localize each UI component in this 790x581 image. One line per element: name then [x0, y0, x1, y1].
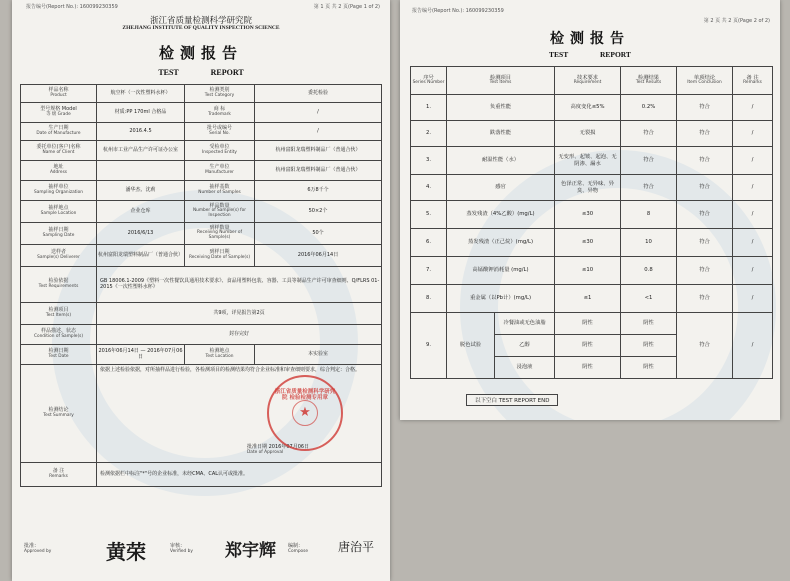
field-value: 材质:PP 170ml 合格品	[97, 103, 185, 123]
cell-item: 蒸发残渣（4%乙酸）(mg/L)	[447, 201, 555, 229]
cell-requirement: ≤30	[555, 201, 621, 229]
cell-requirement: ≤10	[555, 257, 621, 285]
table-row	[411, 121, 773, 147]
cell-requirement: 高度变化≤5%	[555, 95, 621, 121]
cell-result: 阴性	[621, 313, 677, 335]
cell-remarks: /	[733, 313, 773, 379]
cell-result: 8	[621, 201, 677, 229]
table-row	[411, 229, 773, 257]
field-label: 样品描述、状态 Condition of Sample(s)	[21, 325, 97, 345]
field-label: 检验依据 Test Requirements	[21, 267, 97, 303]
field-value: 杭州富阳龙瑞塑料制品厂（普通合伙）	[255, 141, 382, 161]
field-label: 受检单位 Inspected Entity	[185, 141, 255, 161]
field-label: 批号或编号 Serial No.	[185, 123, 255, 141]
cell-subitem: 冷餐油或无色油脂	[495, 313, 555, 335]
report-title-en: TEST REPORT	[549, 50, 631, 59]
summary-cell	[97, 365, 382, 463]
approved-by-label: 批准： Approved by	[24, 543, 52, 554]
table-row	[21, 181, 382, 201]
field-label: 生产日期 Date of Manufacture	[21, 123, 97, 141]
page-number: 第 2 页 共 2 页(Page 2 of 2)	[703, 18, 770, 24]
field-value: 2016年06月14日 — 2016年07月06日	[97, 345, 185, 365]
cell-item: 跌落性能	[447, 121, 555, 147]
field-label: 样品数量 Number of Sample(s) for Inspection	[185, 201, 255, 223]
field-label: 委托单位(客户)名称 Name of Client	[21, 141, 97, 161]
page-number: 第 1 页 共 2 页(Page 1 of 2)	[313, 4, 380, 10]
cell-result: 符合	[621, 175, 677, 201]
test-results-table	[410, 66, 773, 379]
cell-serial: 3.	[411, 147, 447, 175]
cell-subitem: 乙醇	[495, 335, 555, 357]
cell-conclusion: 符合	[677, 313, 733, 379]
cell-serial: 6.	[411, 229, 447, 257]
table-row	[21, 103, 382, 123]
table-row	[411, 95, 773, 121]
cell-remarks: /	[733, 175, 773, 201]
cell-conclusion: 符合	[677, 229, 733, 257]
table-row	[21, 123, 382, 141]
report-title-cn: 检测报告	[550, 31, 630, 47]
cell-result: 0.2%	[621, 95, 677, 121]
table-row	[411, 147, 773, 175]
cell-serial: 9.	[411, 313, 447, 379]
field-value: 2016/6/13	[97, 223, 185, 245]
field-value: 潘华杰、沈莉	[97, 181, 185, 201]
cell-conclusion: 符合	[677, 175, 733, 201]
report-info-table	[20, 84, 382, 487]
field-value: 2016年06月14日	[255, 245, 382, 267]
table-row	[21, 223, 382, 245]
table-row	[21, 463, 382, 487]
field-value: 杭州富阳龙瑞塑料制品厂（普通合伙）	[97, 245, 185, 267]
table-row	[21, 365, 382, 463]
table-row	[411, 285, 773, 313]
field-value: 航空杯（一次性塑料水杯）	[97, 85, 185, 103]
column-header-serial: 序号 Series Number	[411, 67, 447, 95]
cell-requirement: 无裂损	[555, 121, 621, 147]
verified-signature: 郑宇辉	[225, 541, 276, 561]
report-title-en: TEST REPORT	[158, 68, 244, 77]
cell-remarks: /	[733, 285, 773, 313]
field-label: 地址 Address	[21, 161, 97, 181]
report-end-note: 以下空白 TEST REPORT END	[466, 394, 558, 406]
table-row	[21, 267, 382, 303]
cell-item: 感官	[447, 175, 555, 201]
field-label: 检测结论 Test Summary	[21, 365, 97, 463]
cell-remarks: /	[733, 95, 773, 121]
approval-date: 批准日期 2016年07月06日 Date of Approval	[247, 444, 310, 456]
field-label: 型号规格 Model 等 级 Grade	[21, 103, 97, 123]
field-label: 检测地点 Test Location	[185, 345, 255, 365]
cell-result: 0.8	[621, 257, 677, 285]
cell-result: 符合	[621, 121, 677, 147]
field-value: 2016.4.5	[97, 123, 185, 141]
cell-serial: 2.	[411, 121, 447, 147]
cell-remarks: /	[733, 257, 773, 285]
field-value: 检测依据栏中标注"*"号的企业标准，未经CMA、CAL认可或批准。	[97, 463, 382, 487]
cell-result: 10	[621, 229, 677, 257]
cell-item: 耐温性能（水）	[447, 147, 555, 175]
cell-item: 脱色试验	[447, 313, 495, 379]
field-label: 生产单位 Manufacturer	[185, 161, 255, 181]
approved-signature: 黄荣	[106, 540, 146, 564]
column-header-requirement: 技术要求 Requirement	[555, 67, 621, 95]
table-row	[411, 313, 773, 335]
column-header-item: 检测项目 Test Items	[447, 67, 555, 95]
field-label: 商 标 Trademark	[185, 103, 255, 123]
cell-conclusion: 符合	[677, 95, 733, 121]
table-row	[411, 175, 773, 201]
field-label: 送样者 Sample(s) Deliverer	[21, 245, 97, 267]
cell-requirement: ≤30	[555, 229, 621, 257]
field-value: GB 18006.1-2009《塑料一次性餐饮具通用技术要求》、食品用塑料包装、容器、工具等制品生产许可审查细则、Q/FLRS 01-2015《一次性塑料水杯》	[97, 267, 382, 303]
field-label: 抽样基数 Number of Samples	[185, 181, 255, 201]
field-value: /	[255, 103, 382, 123]
field-value: 50×2个	[255, 201, 382, 223]
cell-item: 重金属（以Pb计）(mg/L)	[447, 285, 555, 313]
field-label: 检测类别 Test Category	[185, 85, 255, 103]
compose-label: 编制： Compose	[288, 543, 309, 554]
signature-row	[20, 536, 381, 572]
cell-remarks: /	[733, 147, 773, 175]
cell-requirement: 无变形、起皱、起泡、无阴渗、漏水	[555, 147, 621, 175]
report-number: 报告编号(Report No.): 160099230359	[412, 8, 504, 14]
cell-item: 蒸发残渣（正己烷）(mg/L)	[447, 229, 555, 257]
field-value: 企业仓库	[97, 201, 185, 223]
field-label: 样品名称 Product	[21, 85, 97, 103]
field-label: 检测日期 Test Date	[21, 345, 97, 365]
field-value: /	[255, 123, 382, 141]
field-value: 封存完好	[97, 325, 382, 345]
report-page-2	[400, 0, 780, 420]
field-label: 抽样日期 Sampling Date	[21, 223, 97, 245]
cell-requirement: ≤1	[555, 285, 621, 313]
cell-conclusion: 符合	[677, 147, 733, 175]
cell-item: 高锰酸钾消耗量 (mg/L)	[447, 257, 555, 285]
report-page-1	[12, 0, 390, 581]
cell-subitem: 浸泡液	[495, 357, 555, 379]
table-row	[21, 325, 382, 345]
table-row	[21, 303, 382, 325]
cell-serial: 8.	[411, 285, 447, 313]
organization-name-cn: 浙江省质量检测科学研究院	[149, 16, 252, 26]
cell-result: 符合	[621, 147, 677, 175]
cell-conclusion: 符合	[677, 201, 733, 229]
cell-conclusion: 符合	[677, 121, 733, 147]
cell-requirement: 阴性	[555, 313, 621, 335]
cell-serial: 4.	[411, 175, 447, 201]
table-row	[21, 85, 382, 103]
field-label: 到样日期 Receiving Date of Sample(s)	[185, 245, 255, 267]
cell-serial: 1.	[411, 95, 447, 121]
column-header-remarks: 备 注 Remarks	[733, 67, 773, 95]
table-row	[21, 141, 382, 161]
field-label: 抽样地点 Sample Location	[21, 201, 97, 223]
field-value: 共9项，详见报告第2页	[97, 303, 382, 325]
field-value: 本实验室	[255, 345, 382, 365]
verified-by-label: 审核： Verified by	[170, 543, 193, 554]
cell-conclusion: 符合	[677, 285, 733, 313]
column-header-result: 检测结果 Test Results	[621, 67, 677, 95]
table-row	[411, 201, 773, 229]
cell-remarks: /	[733, 201, 773, 229]
field-label: 检测项目 Test Item(s)	[21, 303, 97, 325]
field-value: 委托检验	[255, 85, 382, 103]
table-row	[411, 257, 773, 285]
cell-serial: 7.	[411, 257, 447, 285]
cell-result: 阴性	[621, 335, 677, 357]
cell-serial: 5.	[411, 201, 447, 229]
field-value	[97, 161, 185, 181]
official-seal-stamp: 浙江省质量检测科学研究院 检验检测专用章 ★	[267, 375, 343, 451]
cell-result: 阴性	[621, 357, 677, 379]
organization-name-en: ZHEJIANG INSTITUTE OF QUALITY INSPECTION SCIENCE	[122, 25, 280, 31]
table-row	[21, 201, 382, 223]
field-label: 抽样单位 Sampling Organization	[21, 181, 97, 201]
field-value: 6万8千个	[255, 181, 382, 201]
cell-item: 负重性能	[447, 95, 555, 121]
cell-remarks: /	[733, 121, 773, 147]
report-number: 报告编号(Report No.): 160099230359	[26, 4, 118, 10]
cell-requirement: 阴性	[555, 335, 621, 357]
table-row	[21, 161, 382, 181]
table-row	[21, 345, 382, 365]
field-value: 杭州富阳龙瑞塑料制品厂（普通合伙）	[255, 161, 382, 181]
summary-text: 依据上述检验依据，对所抽样品进行检验，各检测项目的检测结果均符合企业标准和审查细则要求，综合判定：合格。	[100, 367, 361, 373]
cell-requirement: 阴性	[555, 357, 621, 379]
field-label: 备 注 Remarks	[21, 463, 97, 487]
field-value: 50个	[255, 223, 382, 245]
cell-requirement: 色泽正常、无异味、异臭、异物	[555, 175, 621, 201]
table-header-row	[411, 67, 773, 95]
table-row	[21, 245, 382, 267]
cell-remarks: /	[733, 229, 773, 257]
column-header-conclusion: 单项结论 Item Conclusion	[677, 67, 733, 95]
compose-signature: 唐治平	[338, 540, 375, 554]
report-title-cn: 检测报告	[158, 44, 243, 62]
cell-conclusion: 符合	[677, 257, 733, 285]
field-value: 杭州市工业产品生产许可证办公室	[97, 141, 185, 161]
cell-result: <1	[621, 285, 677, 313]
field-label: 到样数量 Receiving Number of Sample(s)	[185, 223, 255, 245]
